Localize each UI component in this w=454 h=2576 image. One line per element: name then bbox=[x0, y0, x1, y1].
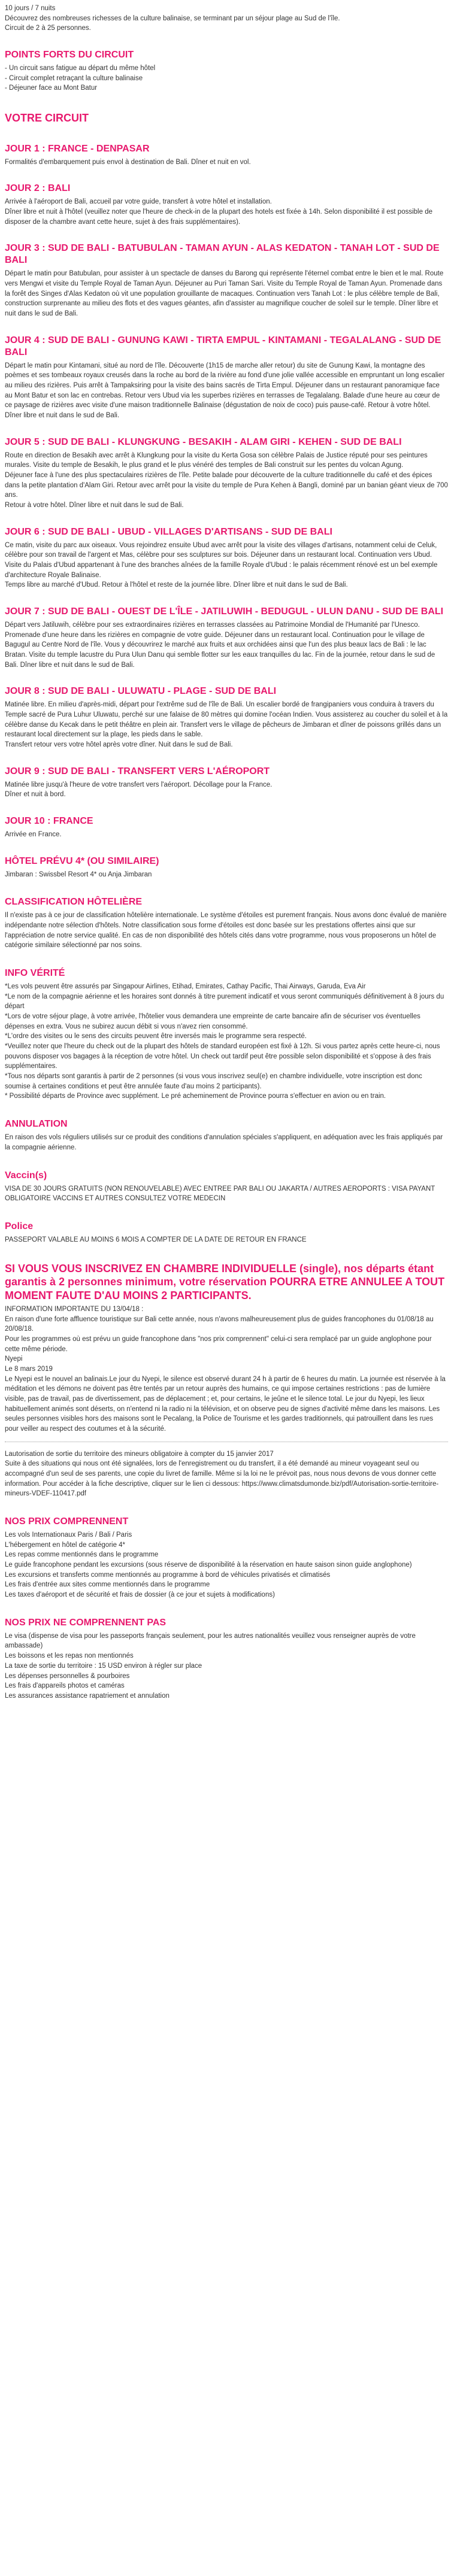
single-room-warning: SI VOUS VOUS INSCRIVEZ EN CHAMBRE INDIVIDUELLE (single), nos départs étant garantis à 2 personnes minimum, votre réservation POURRA ETRE ANNULEE A TOUT MOMENT FAUTE D'AU MOINS 2 PARTICIPANTS. bbox=[5, 1262, 445, 1301]
day-8 bbox=[5, 685, 448, 750]
list-item: Les vols Internationaux Paris / Bali / Paris bbox=[5, 1531, 132, 1539]
day-text: Arrivée à l'aéroport de Bali, accueil par votre guide, transfert à votre hôtel et installation. Dîner libre et nuit à l'hôtel (veuillez noter que l'heure de check-in de la plupart des hotels est fixée à 14h. Selon disponibilité il est possible de disposer de la chambre avant cette heure, sujet à des frais supplémentaires). bbox=[5, 198, 432, 226]
points-forts-section bbox=[5, 49, 448, 93]
day-title: JOUR 5 : SUD DE BALI - KLUNGKUNG - BESAKIH - ALAM GIRI - KEHEN - SUD DE BALI bbox=[5, 436, 402, 447]
day-2 bbox=[5, 183, 448, 227]
day-title: JOUR 10 : FRANCE bbox=[5, 816, 93, 827]
trip-duration: 10 jours / 7 nuits bbox=[5, 5, 56, 12]
vaccins-section bbox=[5, 1170, 448, 1204]
day-title: JOUR 2 : BALI bbox=[5, 183, 71, 194]
prix-comprennent-list bbox=[5, 1530, 448, 1600]
annulation-text: En raison des vols réguliers utilisés sur ce produit des conditions d'annulation spéciales s'appliquent, en adéquation avec les frais appliqués par la compagnie aérienne. bbox=[5, 1134, 443, 1151]
list-item: Les frais d'entrée aux sites comme mentionnés dans le programme bbox=[5, 1581, 210, 1589]
info-verite-section bbox=[5, 967, 448, 1102]
day-text: Matinée libre jusqu'à l'heure de votre transfert vers l'aéroport. Décollage pour la France. Dîner et nuit à bord. bbox=[5, 781, 273, 799]
day-10 bbox=[5, 815, 448, 840]
autorisation-sortie-text: Lautorisation de sortie du territoire des mineurs obligatoire à compter du 15 janvier 2017 Suite à des situations qui nous ont été signalées, lors de l'enregistrement ou du transfert, il a été demandé au mineur voyageant seul ou accompagné d'un seul de ses parents, une copie du livret de famille. Même si la loi ne le prévoit pas, nous nous devons de vous donner cette information. Pour accéder à la fiche descriptive, cliquer sur le lien ci dessous: https://www.climatsdumonde.biz/pdf/Autorisation-sortie-territoire-mineurs-VDEF-110417.pdf bbox=[5, 1450, 439, 1498]
police-title: Police bbox=[5, 1221, 34, 1231]
prix-ne-comprennent-list bbox=[5, 1631, 448, 1701]
classification-title: CLASSIFICATION HÔTELIÈRE bbox=[5, 897, 143, 908]
prix-comprennent-title: NOS PRIX COMPRENNENT bbox=[5, 1516, 129, 1527]
classification-section bbox=[5, 896, 448, 951]
list-item: Les excursions et transferts comme mentionnés au programme à bord de véhicules privatisés et climatisés bbox=[5, 1571, 331, 1579]
vaccins-title: Vaccin(s) bbox=[5, 1170, 47, 1181]
list-item: La taxe de sortie du territoire : 15 USD environ à régler sur place bbox=[5, 1662, 202, 1670]
day-title: JOUR 1 : FRANCE - DENPASAR bbox=[5, 143, 150, 154]
day-text: Départ le matin pour Kintamani, situé au nord de l'île. Découverte (1h15 de marche aller retour) du site de Gunung Kawi, la montagne des poèmes et ses tombeaux royaux creusés dans la roche au bord de la rivière au fond d'une jolie vallée accessible en empruntant un long escalier au milieu des rizières. Puis arrêt à Tampaksiring pour la visite des bains sacrés de Tirta Empul. Déjeuner dans un restaurant panoramique face au Mont Batur et son lac en contrebas. Retour vers Ubud via les superbes rizières en terrasses de Tegalalang. Balade d'une heure au cœur de ce paysage de rizières avec visite d'une maison traditionnelle Balinaise (dégustation de noix de coco) puis pause-café. Retour à votre hôtel. Dîner libre et nuit dans le sud de Bali. bbox=[5, 362, 445, 419]
day-7 bbox=[5, 606, 448, 670]
vaccins-text: VISA DE 30 JOURS GRATUITS (NON RENOUVELABLE) AVEC ENTREE PAR BALI OU JAKARTA / AUTRES AEROPORTS : VISA PAYANT OBLIGATOIRE VACCINS ET AUTRES CONSULTEZ VOTRE MEDECIN bbox=[5, 1185, 435, 1203]
day-text: Ce matin, visite du parc aux oiseaux. Vous rejoindrez ensuite Ubud avec arrêt pour la visite des villages d'artisans, notamment celui de Celuk, célèbre pour son travail de l'argent et Mas, célèbre pour ses sculptures sur bois. Déjeuner dans un restaurant local. Continuation vers Ubud. Visite du Palais d'Ubud appartenant à l'une des branches aînées de la famille Royale d'Ubud : le palais récemment rénové est un bel exemple d'architecture Royale Balinaise. Temps libre au marché d'Ubud. Retour à l'hôtel et reste de la journée libre. Dîner libre et nuit dans le sud de Bali. bbox=[5, 541, 438, 589]
list-item: Le guide francophone pendant les excursions (sous réserve de disponibilité à la réservation en haute saison sinon guide anglophone) bbox=[5, 1561, 412, 1569]
classification-text: Il n'existe pas à ce jour de classification hôtelière internationale. Le système d'étoiles est purement français. Nous avons donc évalué de manière indépendante notre sélection d'hôtels. Notre classification sous forme d'étoiles est donc basée sur les prestations offertes ainsi que sur l'appréciation de notre service qualité. En cas de non disponibilité des hôtels cités dans votre programme, nous vous proposerons un hôtel de catégorie similaire sélectionné par nos soins. bbox=[5, 912, 447, 949]
day-text: Départ vers Jatiluwih, célèbre pour ses extraordinaires rizières en terrasses classées au Patrimoine Mondial de l'Humanité par l'Unesco. Promenade d'une heure dans les rizières en compagnie de votre guide. Déjeuner dans un restaurant local. Continuation pour le village de Bagugul au Centre Nord de l'île. Vous y découvrirez le marché aux fruits et aux orchidées ainsi que l'un des plus beaux lacs de Bali : le lac Bratan. Visite du temple lacustre du Pura Ulun Danu qui semble flotter sur les eaux tranquilles du lac. Fin de la journée, retour dans le sud de Bali. Dîner libre et nuit dans le sud de Bali. bbox=[5, 621, 435, 669]
prix-ne-comprennent-title: NOS PRIX NE COMPRENNENT PAS bbox=[5, 1617, 167, 1628]
day-title: JOUR 3 : SUD DE BALI - BATUBULAN - TAMAN AYUN - ALAS KEDATON - TANAH LOT - SUD DE BALI bbox=[5, 243, 440, 266]
annulation-title: ANNULATION bbox=[5, 1119, 68, 1130]
day-text: Formalités d'embarquement puis envol à destination de Bali. Dîner et nuit en vol. bbox=[5, 158, 251, 166]
day-text: Arrivée en France. bbox=[5, 831, 62, 839]
list-item: L'hébergement en hôtel de catégorie 4* bbox=[5, 1541, 126, 1549]
list-item: - Un circuit sans fatigue au départ du même hôtel bbox=[5, 65, 156, 72]
hotel-section bbox=[5, 855, 448, 880]
list-item: Les taxes d'aéroport et de sécurité et frais de dossier (à ce jour et sujets à modifications) bbox=[5, 1591, 275, 1599]
day-3 bbox=[5, 242, 448, 318]
points-forts-list bbox=[5, 63, 448, 93]
info-verite-text: *Les vols peuvent être assurés par Singapour Airlines, Etihad, Emirates, Cathay Pacific, Thai Airways, Garuda, Eva Air *Le nom de la compagnie aérienne et les horaires sont donnés à titre purement indicatif et vous seront communiqués définitivement à 8 jours du départ *Lors de votre séjour plage, à votre arrivée, l'hôtelier vous demandera une empreinte de carte bancaire afin de sécuriser vos éventuelles dépenses en extra. Vous ne subirez aucun débit si vous n'avez rien consommé. *L'ordre des visites ou le sens des circuits peuvent être inversés mais le programme sera respecté. *Veuillez noter que l'heure du check out de la plupart des hôtels de standard européen est fixé à 12h. Si vous partez après cette heure-ci, nous pouvons disposer vos bagages à la réception de votre hôtel. Un check out tardif peut être possible selon disponibilité et s'oppose à des frais supplémentaires. *Tous nos départs sont garantis à partir de 2 personnes (si vous vous inscrivez seul(e) en chambre individuelle, votre inscription est donc soumise à certaines conditions et peut être annulée faute d'au moins 2 participants). * Possibilité départs de Province avec supplément. Le pré acheminement de Province pourra s'effectuer en avion ou en train. bbox=[5, 983, 444, 1100]
info-verite-title: INFO VÉRITÉ bbox=[5, 968, 65, 979]
single-room-warning-section bbox=[5, 1262, 448, 1500]
day-title: JOUR 9 : SUD DE BALI - TRANSFERT VERS L'AÉROPORT bbox=[5, 766, 270, 776]
annulation-section bbox=[5, 1118, 448, 1152]
day-5 bbox=[5, 436, 448, 511]
list-item: Les boissons et les repas non mentionnés bbox=[5, 1652, 134, 1660]
points-forts-title: POINTS FORTS DU CIRCUIT bbox=[5, 50, 134, 60]
day-4 bbox=[5, 335, 448, 421]
hotel-text: Jimbaran : Swissbel Resort 4* ou Anja Jimbaran bbox=[5, 870, 152, 878]
day-1 bbox=[5, 143, 448, 168]
day-6 bbox=[5, 526, 448, 590]
list-item: Le visa (dispense de visa pour les passeports français seulement, pour les autres nationalités veuillez vous renseigner auprès de votre ambassade) bbox=[5, 1632, 416, 1650]
prix-ne-comprennent-section bbox=[5, 1617, 448, 1701]
list-item: Les dépenses personnelles & pourboires bbox=[5, 1672, 130, 1680]
list-item: - Circuit complet retraçant la culture balinaise bbox=[5, 74, 143, 82]
list-item: Les repas comme mentionnés dans le programme bbox=[5, 1551, 159, 1559]
day-title: JOUR 6 : SUD DE BALI - UBUD - VILLAGES D'ARTISANS - SUD DE BALI bbox=[5, 526, 332, 537]
important-information-text: INFORMATION IMPORTANTE DU 13/04/18 : En raison d'une forte affluence touristique sur Bali cette année, nous n'avons malheureusement plus de guides francophones du 01/08/18 au 20/08/18. Pour les programmes où est prévu un guide francophone dans "nos prix comprennent" celui-ci sera remplacé par un guide anglophone pour cette même période. Nyepi Le 8 mars 2019 Le Nyepi est le nouvel an balinais.Le jour du Nyepi, le silence est observé durant 24 h à partir de 6 heures du matin. La journée est réservée à la méditation et les démons ne doivent pas être tentés par un retour auprès des humains, ce qui impose certaines restrictions : pas de lumière visible, pas de travail, pas de divertissement, pas de déplacement ; et, pour certains, le jeûne et le silence total. Le jour du Nyepi, les lieux habituellement animés sont déserts, on n'entend ni la radio ni la télévision, et on observe peu de signes d'activité même dans les maisons. Les seules personnes visibles hors des maisons sont le Pecalang, la Police de Tourisme et les gardes traditionnels, qui patrouillent dans les rues pour veiller au respect des coutumes et à la sécurité. bbox=[5, 1306, 446, 1433]
intro bbox=[5, 4, 448, 34]
list-item: - Déjeuner face au Mont Batur bbox=[5, 84, 98, 92]
list-item: Les assurances assistance rapatriement et annulation bbox=[5, 1692, 170, 1700]
day-text: Route en direction de Besakih avec arrêt à Klungkung pour la visite du Kerta Gosa son célèbre Palais de Justice réputé pour ses peintures murales. Visite du temple de Besakih, le plus grand et le plus vénéré des temples de Bali construit sur les pentes du volcan Agung. Déjeuner face à l'une des plus spectaculaires rizières de l'île. Petite balade pour découverte de la culture traditionnelle du café et des épices dans la petite plantation d'Alam Giri. Retour avec arrêt pour la visite du temple de Pura Kehen à Bangli, dominé par un banian géant vieux de 700 ans. Retour à votre hôtel. Dîner libre et nuit dans le sud de Bali. bbox=[5, 451, 448, 509]
list-item: Les frais d'appareils photos et caméras bbox=[5, 1682, 125, 1690]
hotel-title: HÔTEL PRÉVU 4* (OU SIMILAIRE) bbox=[5, 855, 159, 866]
day-9 bbox=[5, 766, 448, 800]
votre-circuit-title: VOTRE CIRCUIT bbox=[5, 112, 89, 125]
day-title: JOUR 4 : SUD DE BALI - GUNUNG KAWI - TIRTA EMPUL - KINTAMANI - TEGALALANG - SUD DE BALI bbox=[5, 335, 441, 357]
police-section bbox=[5, 1221, 448, 1245]
day-text: Matinée libre. En milieu d'après-midi, départ pour l'extrême sud de l'île de Bali. Un escalier bordé de frangipaniers vous conduira à travers du Temple sacré de Pura Luhur Uluwatu, perché sur une falaise de 80 mètres qui domine l'océan Indien. Vous assisterez au coucher du soleil et à la célèbre danse du Kecak dans le petit théâtre en plein air. Transfert vers le village de pêcheurs de Jimbaran et dîner de poissons grillés dans un restaurant local directement sur la plage, les pieds dans le sable. Transfert retour vers votre hôtel après votre dîner. Nuit dans le sud de Bali. bbox=[5, 701, 448, 749]
day-title: JOUR 8 : SUD DE BALI - ULUWATU - PLAGE - SUD DE BALI bbox=[5, 686, 277, 697]
police-text: PASSEPORT VALABLE AU MOINS 6 MOIS A COMPTER DE LA DATE DE RETOUR EN FRANCE bbox=[5, 1236, 307, 1243]
trip-description: Découvrez des nombreuses richesses de la culture balinaise, se terminant par un séjour plage au Sud de l'île. Circuit de 2 à 25 personnes. bbox=[5, 14, 340, 32]
day-text: Départ le matin pour Batubulan, pour assister à un spectacle de danses du Barong qui représente l'éternel combat entre le bien et le mal. Route vers Mengwi et visite du Temple Royal de Taman Ayun. Déjeuner au Puri Taman Sari. Visite du Temple Royal de Taman Ayun. Promenade dans la forêt des Singes d'Alas Kedaton où vit une population grouillante de macaques. Continuation vers Tanah Lot : le plus célèbre temple de Bali, construction surprenante au milieu des flots et des vagues géantes, afin d'assister au magnifique coucher de soleil sur le temple. Dîner libre et nuit dans le sud de Bali. bbox=[5, 270, 444, 317]
day-title: JOUR 7 : SUD DE BALI - OUEST DE L'ÎLE - JATILUWIH - BEDUGUL - ULUN DANU - SUD DE BALI bbox=[5, 606, 444, 617]
prix-comprennent-section bbox=[5, 1516, 448, 1600]
